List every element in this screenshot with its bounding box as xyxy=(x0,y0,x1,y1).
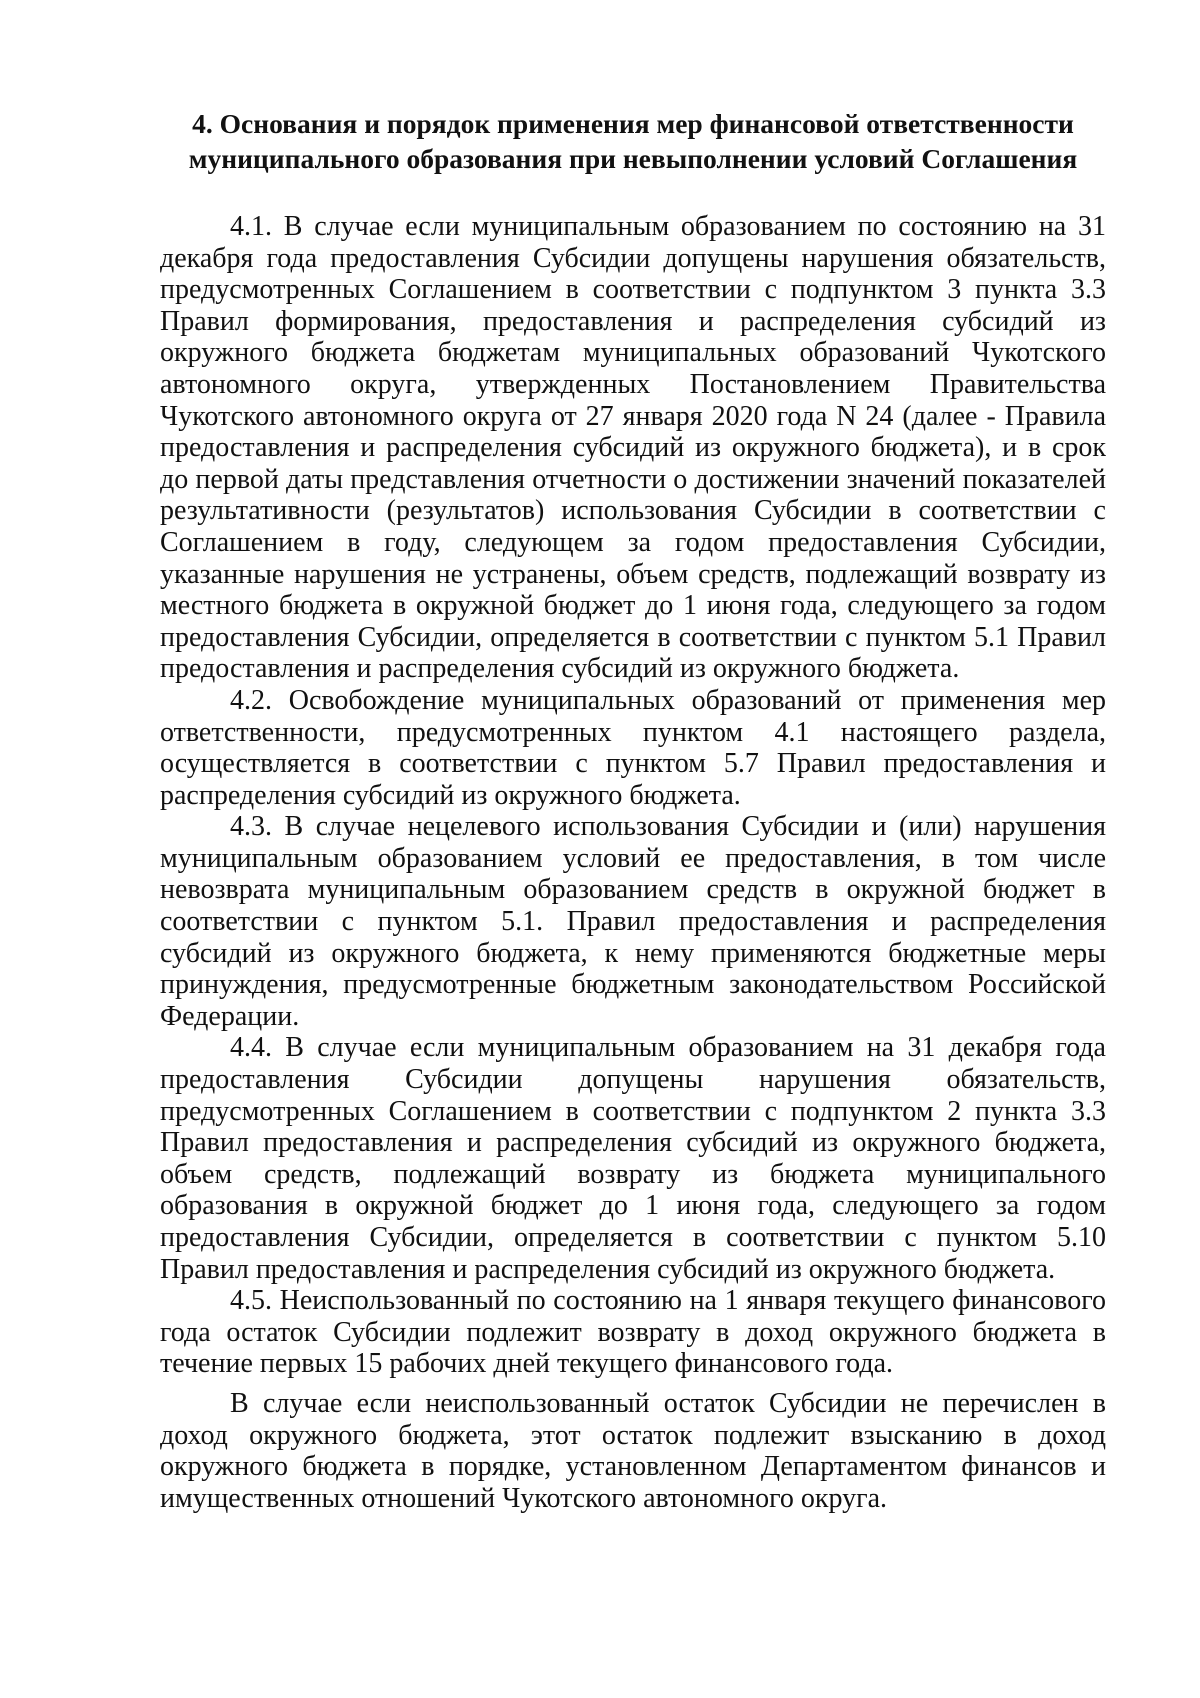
paragraph-4-3: 4.3. В случае нецелевого использования Субсидии и (или) нарушения муниципальным образованием условий ее предоставления, в том числе невозврата муниципальным образованием средств в окружной бюджет в соответствии с пунктом 5.1. Правил предоставления и распределения субсидий из окружного бюджета, к нему применяются бюджетные меры принуждения, предусмотренные бюджетным законодательством Российской Федерации. xyxy=(160,811,1106,1032)
paragraph-4-4: 4.4. В случае если муниципальным образованием на 31 декабря года предоставления Субсидии допущены нарушения обязательств, предусмотренных Соглашением в соответствии с подпунктом 2 пункта 3.3 Правил предоставления и распределения субсидий из окружного бюджета, объем средств, подлежащий возврату из бюджета муниципального образования в окружной бюджет до 1 июня года, следующего за годом предоставления Субсидии, определяется в соответствии с пунктом 5.10 Правил предоставления и распределения субсидий из окружного бюджета. xyxy=(160,1032,1106,1285)
paragraph-4-1: 4.1. В случае если муниципальным образованием по состоянию на 31 декабря года предоставления Субсидии допущены нарушения обязательств, предусмотренных Соглашением в соответствии с подпунктом 3 пункта 3.3 Правил формирования, предоставления и распределения субсидий из окружного бюджета бюджетам муниципальных образований Чукотского автономного округа, утвержденных Постановлением Правительства Чукотского автономного округа от 27 января 2020 года N 24 (далее - Правила предоставления и распределения субсидий из окружного бюджета), и в срок до первой даты представления отчетности о достижении значений показателей результативности (результатов) использования Субсидии в соответствии с Соглашением в году, следующем за годом предоставления Субсидии, указанные нарушения не устранены, объем средств, подлежащий возврату из местного бюджета в окружной бюджет до 1 июня года, следующего за годом предоставления Субсидии, определяется в соответствии с пунктом 5.1 Правил предоставления и распределения субсидий из окружного бюджета. xyxy=(160,211,1106,685)
paragraph-4-5: 4.5. Неиспользованный по состоянию на 1 января текущего финансового года остаток Субсидии подлежит возврату в доход окружного бюджета в течение первых 15 рабочих дней текущего финансового года. xyxy=(160,1285,1106,1380)
section-heading-line-2: муниципального образования при невыполнении условий Соглашения xyxy=(188,143,1078,174)
section-heading xyxy=(160,106,1106,176)
paragraph-4-5-continuation: В случае если неиспользованный остаток Субсидии не перечислен в доход окружного бюджета, этот остаток подлежит взысканию в доход окружного бюджета в порядке, установленном Департаментом финансов и имущественных отношений Чукотского автономного округа. xyxy=(160,1387,1106,1514)
section-heading-line-1: 4. Основания и порядок применения мер финансовой ответственности xyxy=(192,108,1074,139)
document-body xyxy=(160,211,1106,1514)
paragraph-4-2: 4.2. Освобождение муниципальных образований от применения мер ответственности, предусмотренных пунктом 4.1 настоящего раздела, осуществляется в соответствии с пунктом 5.7 Правил предоставления и распределения субсидий из окружного бюджета. xyxy=(160,684,1106,811)
